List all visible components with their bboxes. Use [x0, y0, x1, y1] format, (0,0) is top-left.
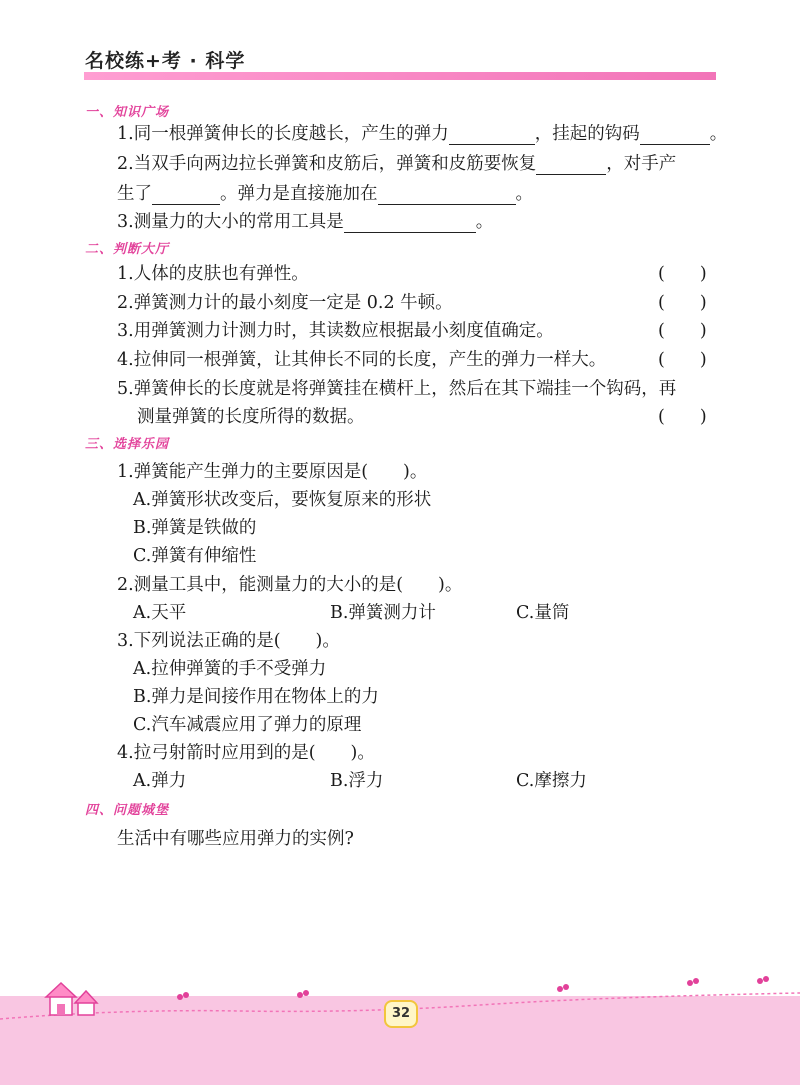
answer-parentheses[interactable]: ( ) [658, 407, 707, 427]
fill-question-1 [117, 123, 727, 145]
judge-item-5: 5.弹簧伸长的长度就是将弹簧挂在横杆上，然后在其下端挂一个钩码，再 [117, 379, 677, 399]
section-heading-knowledge: 一、知识广场 [85, 105, 170, 120]
question-text: 。 [709, 124, 728, 144]
choice-option[interactable]: C.汽车减震应用了弹力的原理 [133, 715, 362, 735]
answer-blank[interactable] [640, 126, 710, 145]
answer-parentheses[interactable]: ( ) [658, 264, 707, 284]
question-text: 。 [475, 212, 494, 232]
choice-question-4: 4.拉弓射箭时应用到的是( )。 [117, 743, 375, 763]
choice-option[interactable]: B.弹簧测力计 [330, 603, 436, 623]
judge-item-1: 1.人体的皮肤也有弹性。 [117, 264, 309, 284]
fill-question-2 [117, 153, 676, 175]
question-text: 。 [515, 184, 533, 204]
fill-question-2-cont [117, 183, 533, 205]
choice-option[interactable]: C.弹簧有伸缩性 [133, 546, 257, 566]
answer-parentheses[interactable]: ( ) [658, 350, 707, 370]
cottage-icon [46, 983, 97, 1015]
judge-item-3: 3.用弹簧测力计测力时，其读数应根据最小刻度值确定。 [117, 321, 554, 341]
header-bar [84, 72, 716, 80]
choice-option[interactable]: B.弹簧是铁做的 [133, 518, 257, 538]
book-title: 名校练+考 · 科学 [85, 50, 246, 72]
section-heading-judgement: 二、判断大厅 [85, 242, 170, 257]
choice-question-1: 1.弹簧能产生弹力的主要原因是( )。 [117, 462, 428, 482]
answer-blank[interactable] [536, 156, 606, 175]
question-text: 1.同一根弹簧伸长的长度越长，产生的弹力 [117, 124, 449, 144]
page-number: 32 [384, 1000, 418, 1028]
choice-option[interactable]: A.拉伸弹簧的手不受弹力 [133, 659, 327, 679]
choice-option[interactable]: C.量筒 [516, 603, 570, 623]
answer-blank[interactable] [449, 126, 535, 145]
question-text: 。弹力是直接施加在 [220, 184, 378, 204]
judge-item-2: 2.弹簧测力计的最小刻度一定是 0.2 牛顿。 [117, 293, 453, 313]
question-text: 生了 [117, 184, 152, 204]
question-text: ，对手产 [606, 154, 677, 174]
choice-question-2: 2.测量工具中，能测量力的大小的是( )。 [117, 575, 463, 595]
question-text: 2.当双手向两边拉长弹簧和皮筋后，弹簧和皮筋要恢复 [117, 154, 537, 174]
choice-option[interactable]: A.天平 [133, 603, 187, 623]
choice-question-3: 3.下列说法正确的是( )。 [117, 631, 340, 651]
answer-blank[interactable] [378, 186, 516, 205]
section-heading-problem: 四、问题城堡 [85, 803, 170, 818]
choice-option[interactable]: C.摩擦力 [516, 771, 587, 791]
section-heading-choice: 三、选择乐园 [85, 437, 170, 452]
answer-parentheses[interactable]: ( ) [658, 321, 707, 341]
sprout-icon [177, 976, 769, 1000]
fill-question-3 [117, 211, 493, 233]
answer-blank[interactable] [152, 186, 220, 205]
choice-option[interactable]: B.弹力是间接作用在物体上的力 [133, 687, 379, 707]
judge-item-4: 4.拉伸同一根弹簧，让其伸长不同的长度，产生的弹力一样大。 [117, 350, 607, 370]
choice-option[interactable]: B.浮力 [330, 771, 384, 791]
judge-item-5-cont: 测量弹簧的长度所得的数据。 [137, 407, 365, 427]
open-question: 生活中有哪些应用弹力的实例? [117, 829, 354, 849]
choice-option[interactable]: A.弹簧形状改变后，要恢复原来的形状 [133, 490, 432, 510]
question-text: 3.测量力的大小的常用工具是 [117, 212, 344, 232]
answer-parentheses[interactable]: ( ) [658, 293, 707, 313]
choice-option[interactable]: A.弹力 [133, 771, 187, 791]
answer-blank[interactable] [344, 214, 476, 233]
question-text: ，挂起的钩码 [534, 124, 640, 144]
